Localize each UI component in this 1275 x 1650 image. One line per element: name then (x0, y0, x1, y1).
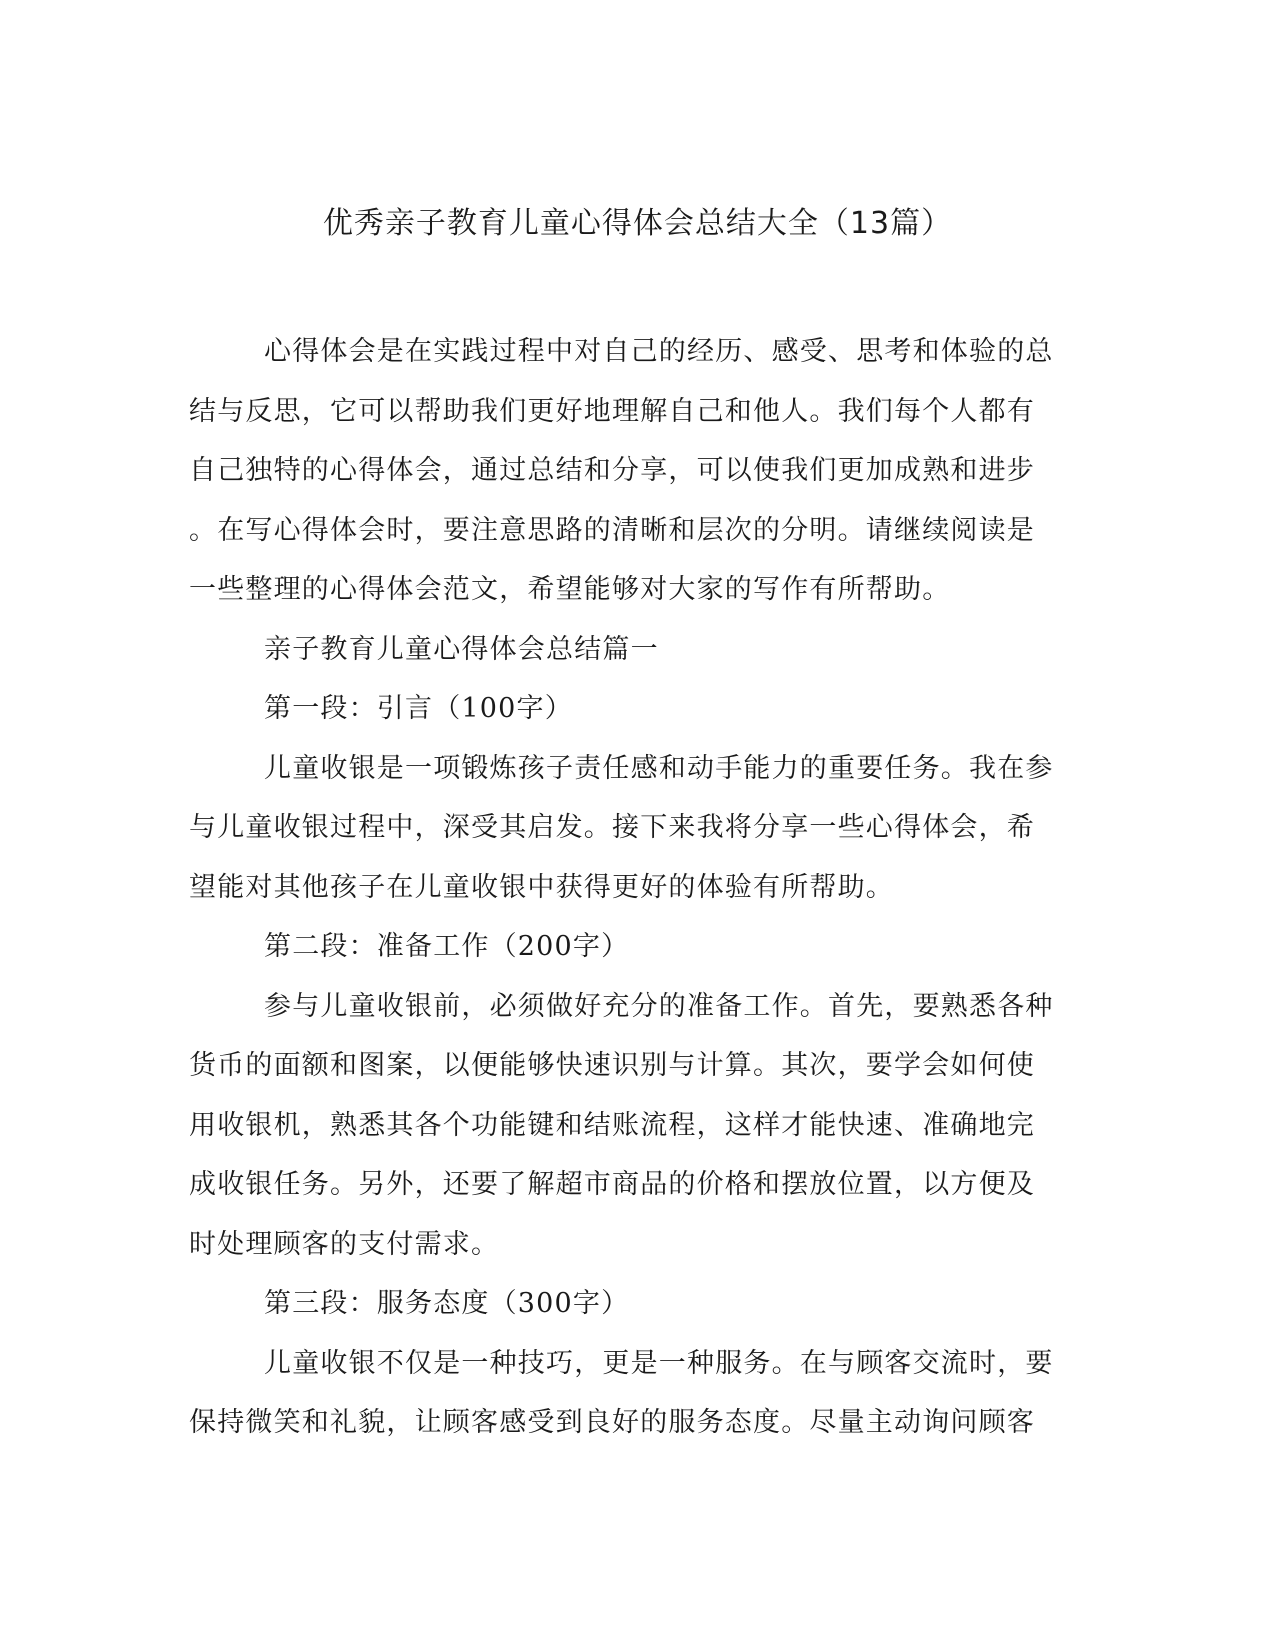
paragraph-line: 儿童收银不仅是一种技巧，更是一种服务。在与顾客交流时，要 (264, 1347, 1054, 1379)
paragraph-line: 望能对其他孩子在儿童收银中获得更好的体验有所帮助。 (189, 871, 894, 903)
paragraph-line: 儿童收银是一项锻炼孩子责任感和动手能力的重要任务。我在参 (264, 752, 1054, 784)
section-heading: 亲子教育儿童心得体会总结篇一 (264, 633, 659, 665)
paragraph-line: 结与反思，它可以帮助我们更好地理解自己和他人。我们每个人都有 (189, 395, 1035, 427)
paragraph-line: 成收银任务。另外，还要了解超市商品的价格和摆放位置，以方便及 (189, 1169, 1035, 1200)
paragraph-line: 心得体会是在实践过程中对自己的经历、感受、思考和体验的总 (264, 336, 1054, 367)
paragraph-line: 。在写心得体会时，要注意思路的清晰和层次的分明。请继续阅读是 (189, 514, 1035, 546)
paragraph-line: 一些整理的心得体会范文，希望能够对大家的写作有所帮助。 (189, 574, 951, 605)
paragraph-line: 时处理顾客的支付需求。 (189, 1228, 500, 1260)
document-body (189, 322, 1069, 1453)
paragraph-line: 与儿童收银过程中，深受其启发。接下来我将分享一些心得体会，希 (189, 812, 1035, 843)
subsection-heading: 第一段：引言（100字） (264, 693, 573, 724)
document-title: 优秀亲子教育儿童心得体会总结大全（13篇） (322, 206, 953, 241)
paragraph-line: 自己独特的心得体会，通过总结和分享，可以使我们更加成熟和进步 (189, 455, 1035, 486)
subsection-heading: 第二段：准备工作（200字） (264, 931, 630, 962)
paragraph-line: 用收银机，熟悉其各个功能键和结账流程，这样才能快速、准确地完 (189, 1109, 1035, 1141)
paragraph-line: 保持微笑和礼貌，让顾客感受到良好的服务态度。尽量主动询问顾客 (189, 1407, 1035, 1438)
subsection-heading: 第三段：服务态度（300字） (264, 1288, 630, 1319)
paragraph-line: 参与儿童收银前，必须做好充分的准备工作。首先，要熟悉各种 (264, 990, 1054, 1022)
paragraph-line: 货币的面额和图案，以便能够快速识别与计算。其次，要学会如何使 (189, 1050, 1035, 1081)
